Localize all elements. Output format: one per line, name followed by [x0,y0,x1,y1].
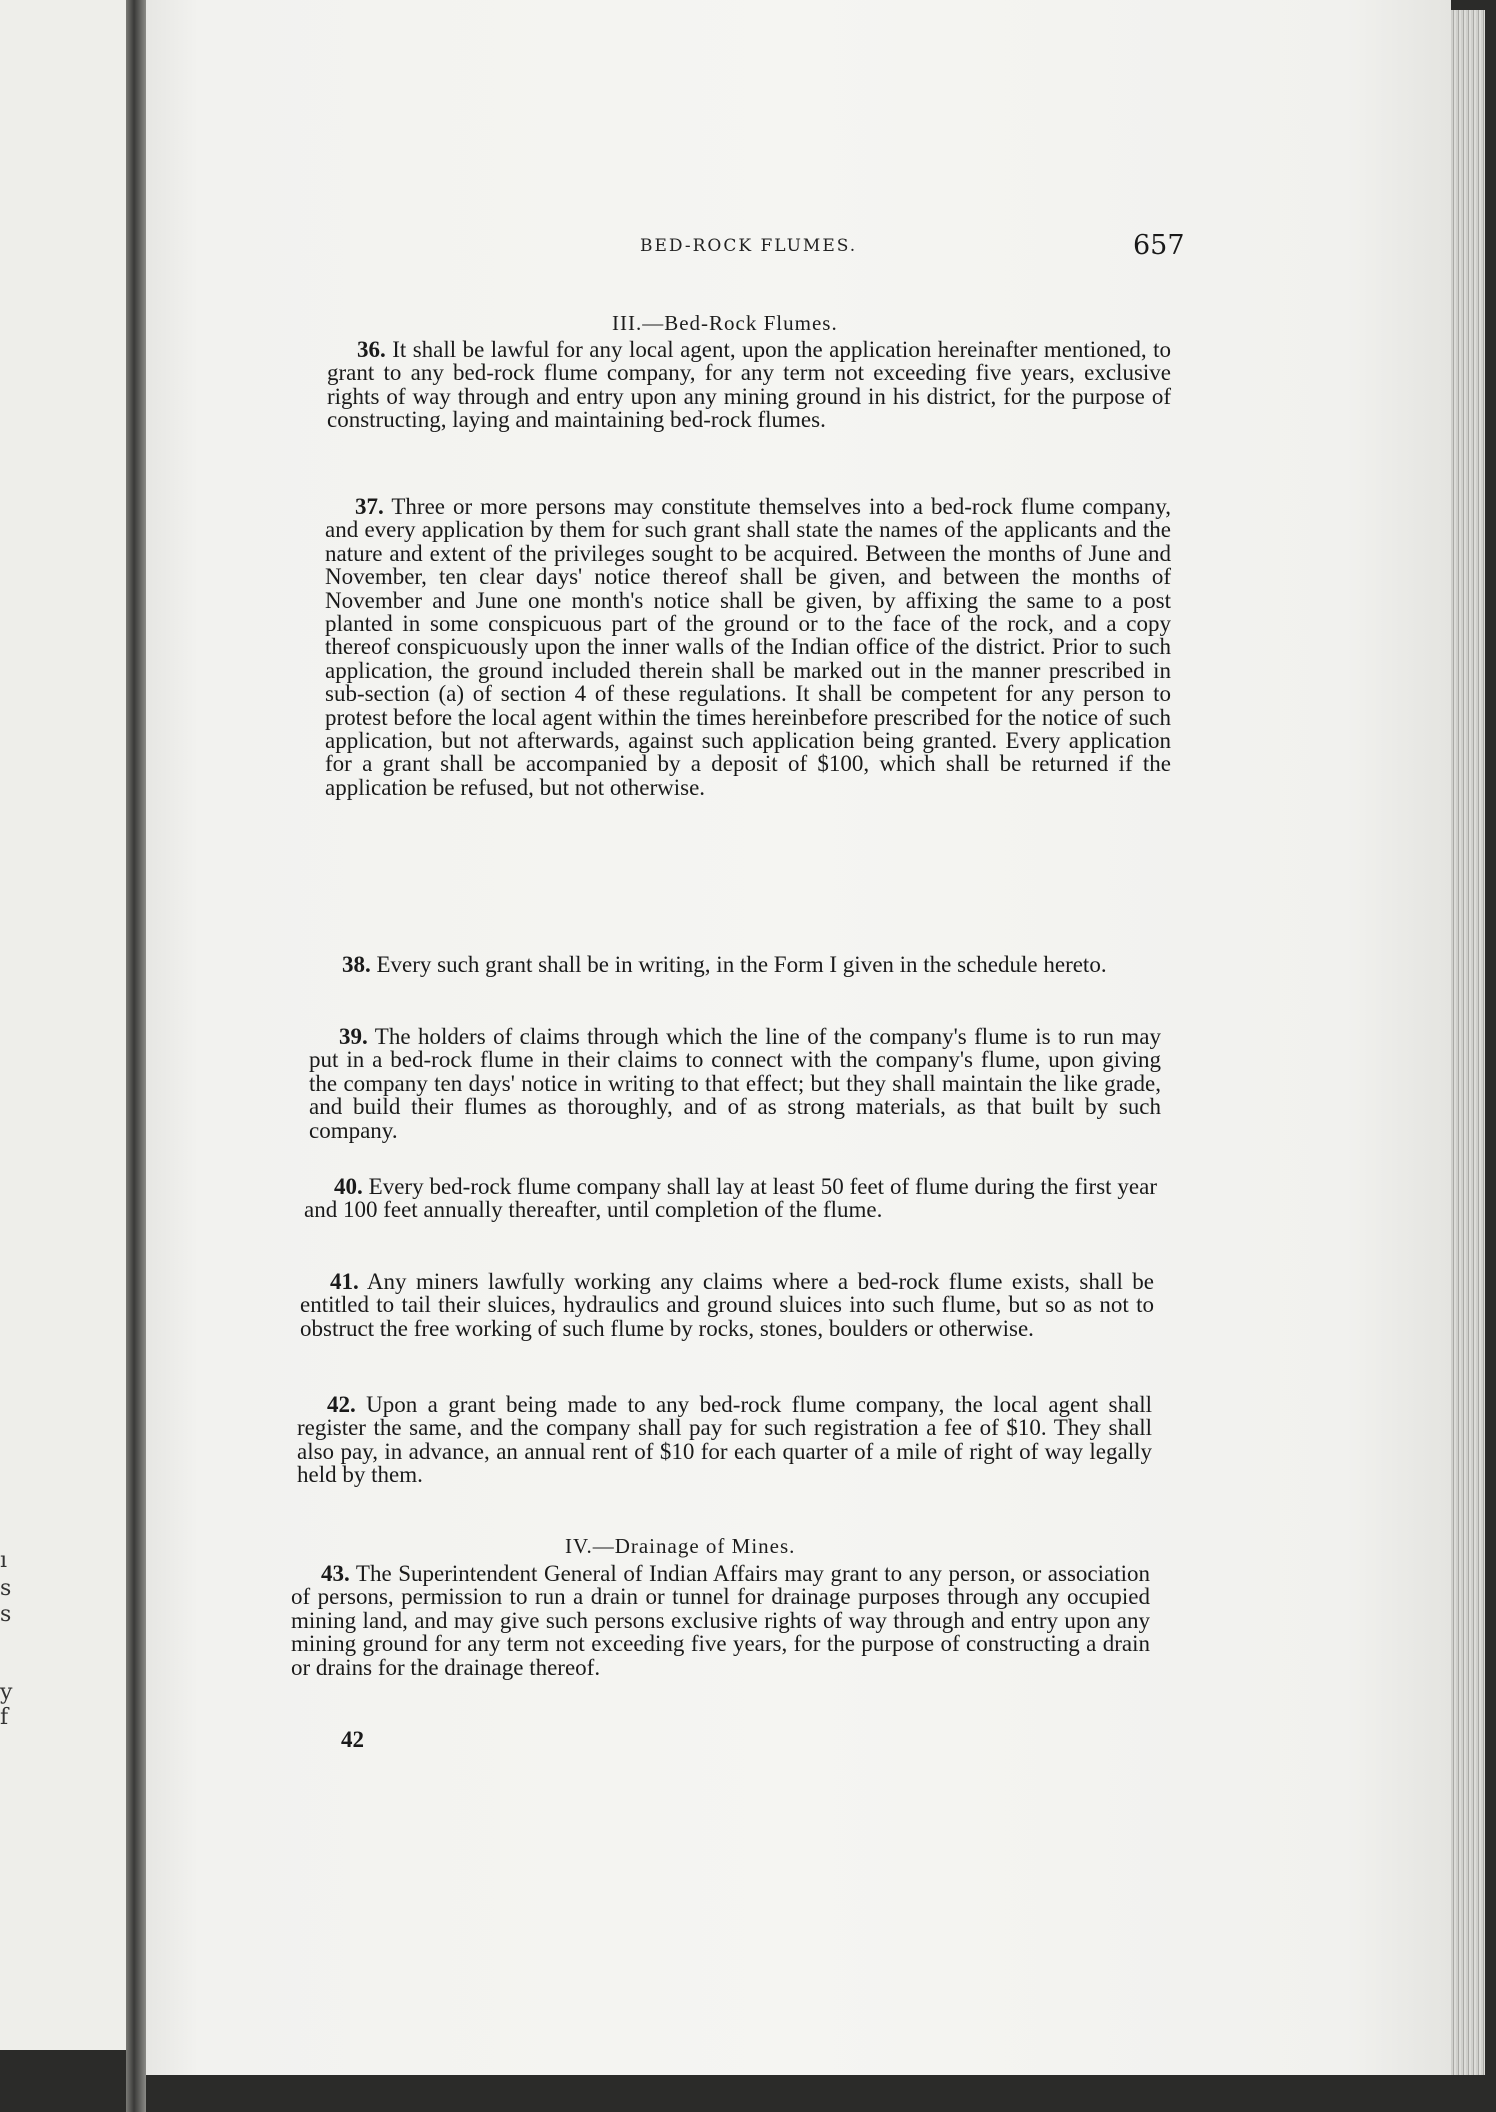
paragraph-40 [304,1175,1157,1222]
facing-page-fragment: ı [0,1548,8,1573]
paragraph-text: The holders of claims through which the line of the company's flume is to run may put in a bed-rock flume in their claims to connect with the company's flume, upon giving the company ten days' notice in writing to that effect; but they shall maintain the like grade, and build their flumes as thoroughly, and of as strong materials, as that built by such company. [309,1024,1161,1143]
paragraph-text: Every such grant shall be in writing, in the Form I given in the schedule hereto. [376,952,1107,977]
paragraph-text: The Superintendent General of Indian Affairs may grant to any person, or association of persons, permission to run a drain or tunnel for drainage purposes through any occupied mining land, and may give such persons exclusive rights of way through and entry upon any mining ground for any term not exceeding five years, for the purpose of constructing a drain or drains for the drainage thereof. [291,1561,1150,1680]
paragraph-number: 42. [327,1392,356,1417]
section-heading: IV.—Drainage of Mines. [565,1534,796,1558]
paragraph-text: Any miners lawfully working any claims where a bed-rock flume exists, shall be entitled to tail their sluices, hydraulics and ground sluices into such flume, but so as not to obstruct the free working of such flume by rocks, stones, boulders or otherwise. [300,1269,1154,1341]
page-number: 657 [1133,230,1185,261]
paragraph-38 [312,953,1162,976]
book-gutter [126,0,146,2112]
paragraph-text: Upon a grant being made to any bed-rock flume company, the local agent shall register the same, and the company shall pay for such registration a fee of $10. They shall also pay, in advance, an annual rent of $10 for each quarter of a mile of right of way legally held by them. [297,1392,1152,1488]
paragraph-number: 38. [342,952,371,977]
paragraph-number: 39. [339,1024,368,1049]
paragraph-text: It shall be lawful for any local agent, upon the application hereinafter mentioned, to grant to any bed-rock flume company, for any term not exceeding five years, exclusive rights of way through and entry upon any mining ground in his district, for the purpose of constructing, laying and maintaining bed-rock flumes. [327,337,1172,433]
paragraph-37 [325,495,1171,799]
paragraph-39 [309,1025,1161,1142]
running-head: BED-ROCK FLUMES. [640,236,858,256]
facing-page-fragment: f [0,1705,9,1730]
facing-page-fragment: s [0,1576,12,1601]
paragraph-number: 43. [321,1561,350,1586]
facing-page-edge [0,0,126,2050]
paragraph-42 [297,1393,1152,1487]
paragraph-number: 41. [330,1269,359,1294]
section-heading: III.—Bed-Rock Flumes. [612,311,838,335]
paragraph-text: Every bed-rock flume company shall lay at least 50 feet of flume during the first year and 100 feet annually thereafter, until completion of the flume. [304,1174,1157,1223]
facing-page-fragment: y [0,1680,13,1705]
paragraph-43 [291,1562,1150,1679]
paragraph-41 [300,1270,1154,1340]
facing-page-fragment: s [0,1602,12,1627]
paragraph-text: Three or more persons may constitute themselves into a bed-rock flume company, and every application by them for such grant shall state the names of the applicants and the nature and extent of the privileges sought to be acquired. Between the months of June and November, ten clear days' notice thereof shall be given, and between the months of November and June one month's notice shall be given, by affixing the same to a post planted in some conspicuous part of the ground or to the face of the rock, and a copy thereof conspicuously upon the inner walls of the Indian office of the district. Prior to such application, the ground included therein shall be marked out in the manner prescribed in sub-section (a) of section 4 of these regulations. It shall be competent for any person to protest before the local agent within the times hereinbefore prescribed for the notice of such application, but not afterwards, against such application being granted. Every application for a grant shall be accompanied by a deposit of $100, which shall be returned if the application be refused, but not otherwise. [325,494,1171,800]
signature-mark: 42 [341,1727,364,1752]
page-stack-edge [1451,10,1485,2075]
paragraph-number: 36. [357,337,386,362]
paragraph-number: 37. [355,494,384,519]
paragraph-36 [327,338,1171,432]
scan-background [146,2075,1486,2112]
paragraph-number: 40. [334,1174,363,1199]
